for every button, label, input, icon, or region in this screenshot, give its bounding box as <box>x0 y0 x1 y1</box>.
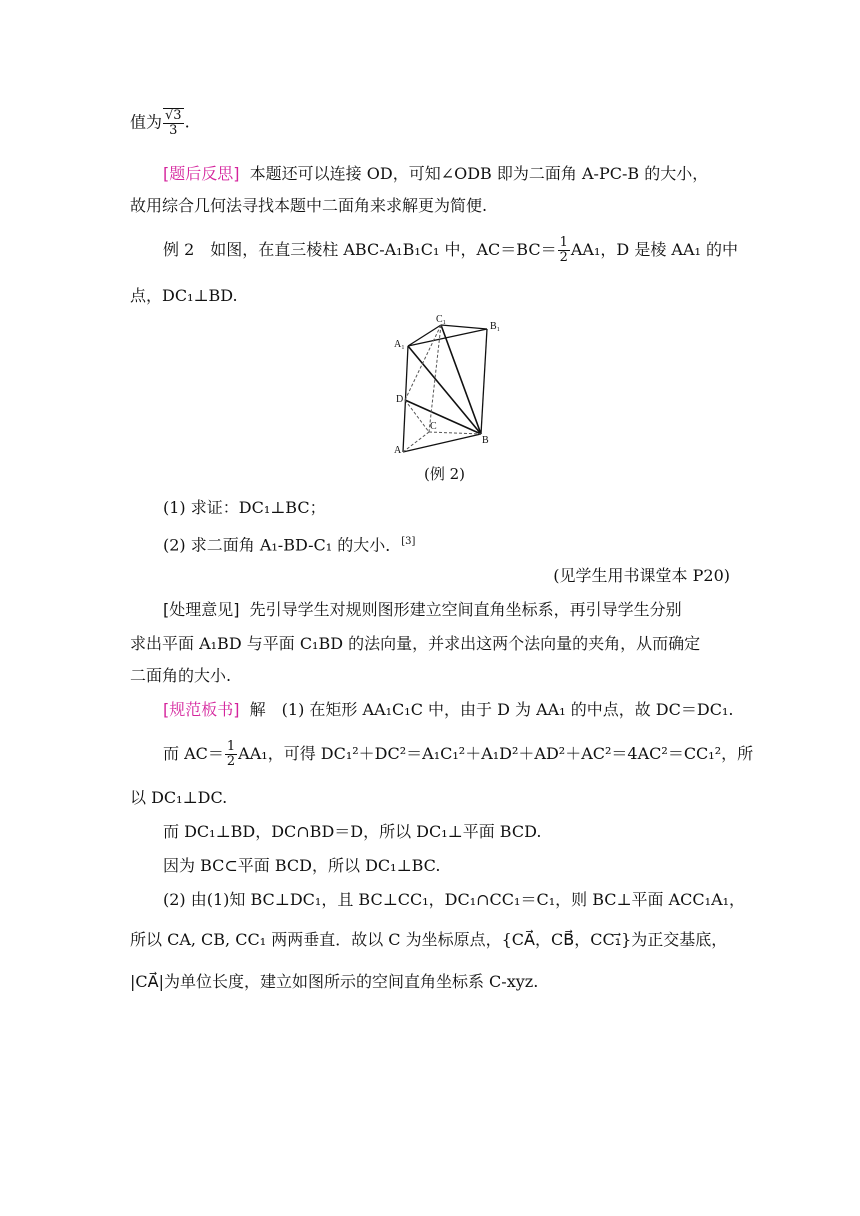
fraction-denominator: 2 <box>226 754 236 769</box>
reflection-line-2: 故用综合几何法寻找本题中二面角来求解更为简便. <box>130 196 488 215</box>
fraction-numerator: 1 <box>559 235 568 250</box>
edge-c-b-hidden <box>429 432 481 434</box>
question-1: (1) 求证：DC₁⊥BC； <box>163 498 326 517</box>
label-a: A <box>394 445 402 456</box>
figure-caption: (例 2) <box>424 465 466 483</box>
solution-text-2-pre: 而 AC＝ <box>163 744 224 763</box>
intro-suffix: . <box>184 112 190 132</box>
handling-text-1: 先引导学生对规则图形建立空间直角坐标系，再引导学生分别 <box>249 600 682 619</box>
reflection-line-1 <box>163 162 730 186</box>
reflection-tag: [题后反思] <box>163 164 240 183</box>
fraction-denominator: 2 <box>559 250 568 265</box>
fraction-denominator: 3 <box>169 123 178 138</box>
solution-line-1 <box>163 698 734 722</box>
intro-line <box>130 108 730 138</box>
question-2 <box>163 530 730 557</box>
sqrt3-over-3-fraction <box>163 108 184 138</box>
reflection-text-1: 本题还可以连接 OD，可知∠ODB 即为二面角 A-PC-B 的大小， <box>249 164 709 183</box>
label-b: B <box>482 435 489 446</box>
label-b1: B₁ <box>490 321 501 332</box>
segment-c1-b <box>441 325 481 434</box>
label-c1: C₁ <box>436 314 447 325</box>
solution-tag: [规范板书] <box>163 700 240 719</box>
fraction-numerator: √3 <box>165 108 182 123</box>
textbook-reference: (见学生用书课堂本 P20) <box>553 566 730 585</box>
edge-b1-b <box>481 329 487 434</box>
solution-line-6: (2) 由(1)知 BC⊥DC₁，且 BC⊥CC₁，DC₁∩CC₁＝C₁，则 BC⊥平面 ACC₁A₁， <box>163 890 746 909</box>
example-line-1 <box>163 235 739 265</box>
solution-line-4: 而 DC₁⊥BD，DC∩BD＝D，所以 DC₁⊥平面 BCD. <box>163 822 542 841</box>
solution-text-1: 解 (1) 在矩形 AA₁C₁C 中，由于 D 为 AA₁ 的中点，故 DC＝DC₁. <box>249 700 734 719</box>
prism-figure <box>391 312 511 462</box>
question-2-text: (2) 求二面角 A₁-BD-C₁ 的大小． <box>163 535 402 555</box>
edge-c1-b1 <box>441 325 487 329</box>
solution-line-2 <box>163 739 754 769</box>
solution-line-8: |CA⃗|为单位长度，建立如图所示的空间直角坐标系 C-xyz. <box>130 972 539 991</box>
handling-line-3: 二面角的大小. <box>130 666 232 685</box>
fraction-numerator: 1 <box>226 739 236 754</box>
solution-line-3: 以 DC₁⊥DC. <box>130 788 228 807</box>
reference-note: [3] <box>401 536 416 547</box>
segment-a1-b <box>408 346 481 434</box>
half-fraction <box>225 740 237 769</box>
label-a1: A₁ <box>394 339 405 350</box>
handling-line-1 <box>163 598 730 622</box>
intro-prefix: 值为 <box>130 112 163 132</box>
solution-text-2-post: AA₁，可得 DC₁²＋DC²＝A₁C₁²＋A₁D²＋AD²＋AC²＝4AC²＝CC₁²，所 <box>238 744 754 763</box>
label-c: C <box>430 421 437 432</box>
example-text-post: AA₁，D 是棱 AA₁ 的中 <box>570 240 739 259</box>
label-d: D <box>396 394 404 405</box>
example-text-pre: 例 2 如图，在直三棱柱 ABC-A₁B₁C₁ 中，AC＝BC＝ <box>163 240 557 259</box>
edge-a-b <box>403 434 481 452</box>
solution-line-7: 所以 CA, CB, CC₁ 两两垂直．故以 C 为坐标原点，{CA⃗，CB⃗，CC₁⃗}为正交基底， <box>130 930 728 949</box>
solution-line-5: 因为 BC⊂平面 BCD，所以 DC₁⊥BC. <box>163 856 441 875</box>
half-fraction <box>558 236 570 265</box>
handling-line-2: 求出平面 A₁BD 与平面 C₁BD 的法向量，并求出这两个法向量的夹角，从而确定 <box>130 634 701 653</box>
example-line-2: 点，DC₁⊥BD. <box>130 286 238 305</box>
handling-tag: [处理意见] <box>163 600 240 619</box>
